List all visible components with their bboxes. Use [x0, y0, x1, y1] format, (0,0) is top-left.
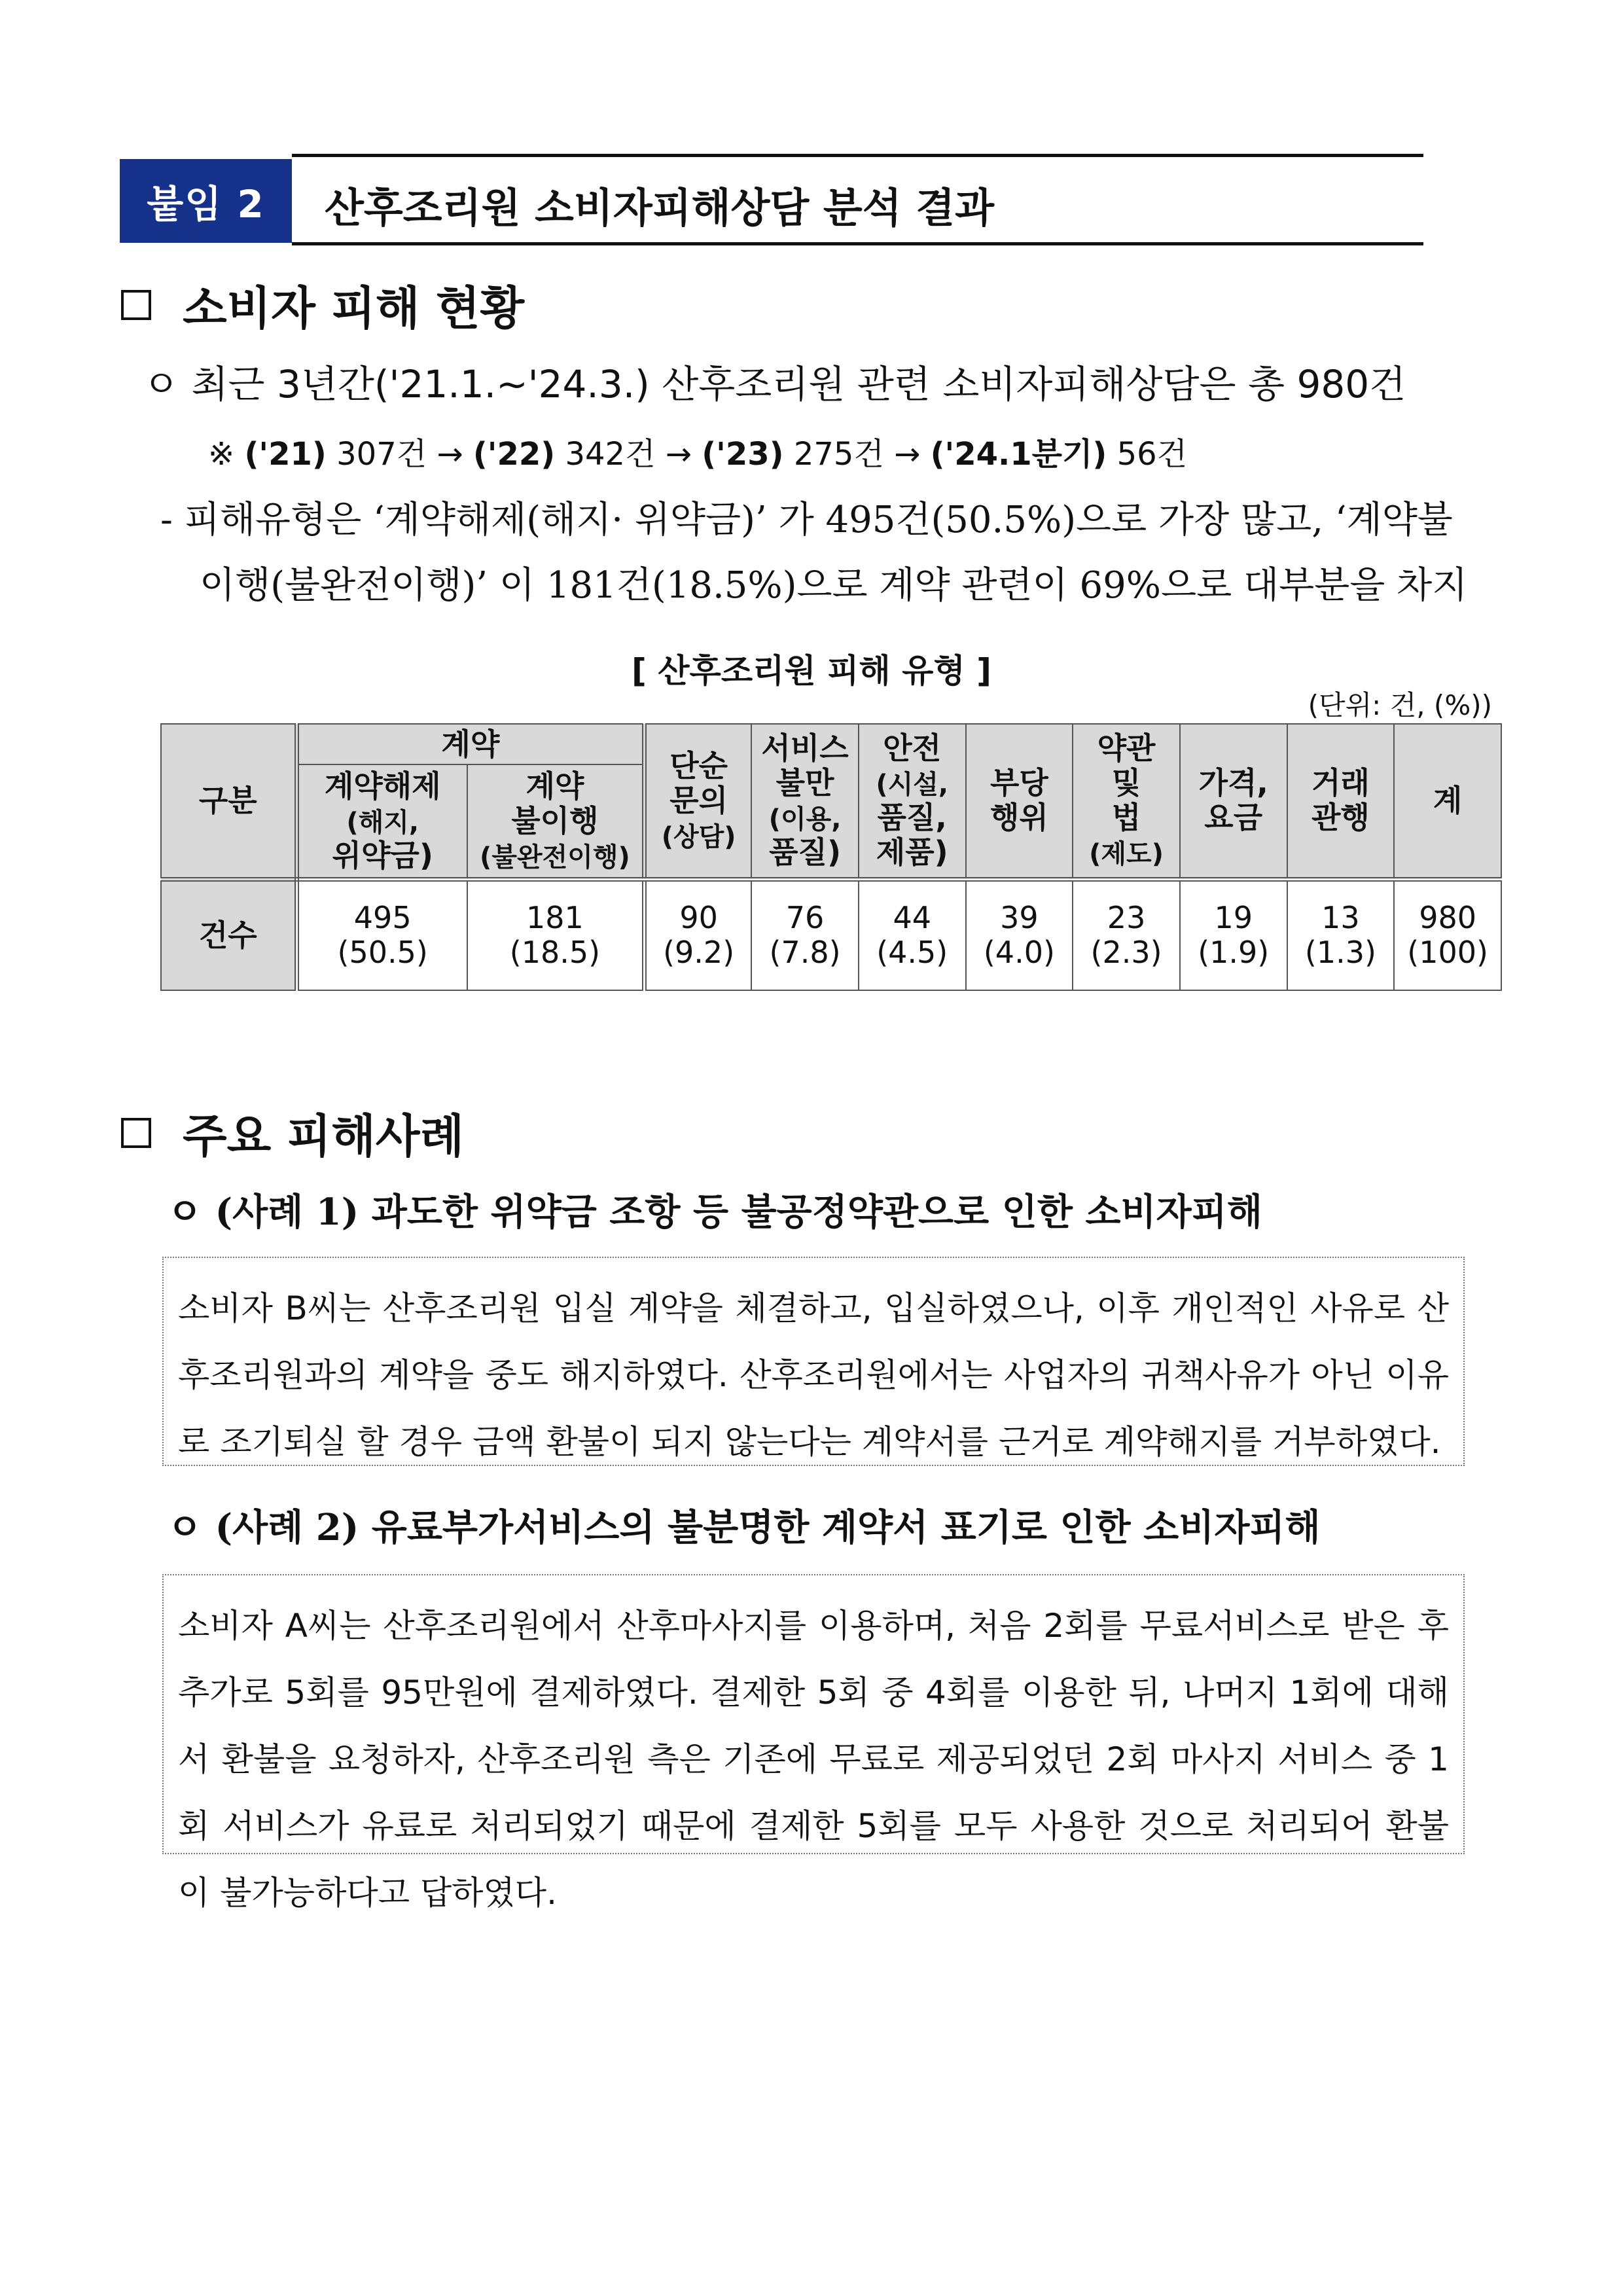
- header-text-line: 계약: [526, 768, 584, 804]
- header-text-line: 계약해제: [324, 768, 441, 804]
- header-text-line: (해지,: [346, 807, 419, 838]
- case-2-body: 소비자 A씨는 산후조리원에서 산후마사지를 이용하며, 처음 2회를 무료서비스로 받은 후 추가로 5회를 95만원에 결제하였다. 결제한 5회 중 4회를 이용한 뒤, 나머지 1회에 대해서 환불을 요청하자, 산후조리원 측은 기존에 무료로 제공되었던 2회 마사지 서비스 중 1회 서비스가 유료로 처리되었기 때문에 결제한 5회를 모두 사용한 것으로 처리되어 환불이 불가능하다고 답하였다.: [178, 1607, 1449, 1912]
- case-1-body: 소비자 B씨는 산후조리원 입실 계약을 체결하고, 입실하였으나, 이후 개인적인 사유로 산후조리원과의 계약을 중도 해지하였다. 산후조리원에서는 사업자의 귀책사유가 아닌 이유로 조기퇴실 할 경우 금액 환불이 되지 않는다는 계약서를 근거로 계약해지를 거부하였다.: [178, 1289, 1449, 1461]
- header-text-line: 안전: [883, 730, 942, 766]
- header-text-line: 계: [1433, 782, 1463, 818]
- note-year: ('23): [702, 436, 784, 473]
- header-text-line: 부당: [990, 765, 1048, 801]
- count-cell: 13 (1.3): [1287, 879, 1395, 990]
- checkbox-square-icon: [121, 290, 151, 320]
- section-heading-status: [121, 272, 524, 338]
- document-header: [120, 154, 1423, 244]
- header-text-line: (시설,: [876, 770, 949, 800]
- arrow-icon: →: [655, 436, 702, 473]
- header-text-line: 관행: [1311, 800, 1370, 836]
- count-cell: 76 (7.8): [751, 879, 859, 990]
- damage-type-line-1: - 피해유형은 ‘계약해제(해지· 위약금)’ 가 495건(50.5%)으로 가장 많고, ‘계약불: [160, 499, 1453, 541]
- section-title: 주요 피해사례: [183, 1109, 465, 1163]
- header-text-line: 품질): [769, 834, 841, 870]
- header-text-line: 단순: [669, 747, 728, 783]
- checkbox-square-icon: [121, 1118, 151, 1148]
- yearly-note: [208, 429, 1187, 474]
- header-text-line: 품질,: [877, 800, 947, 836]
- header-group-contract: 계약: [296, 724, 644, 764]
- arrow-icon: →: [427, 436, 473, 473]
- note-value: 275건: [783, 436, 884, 473]
- count-cell: 23 (2.3): [1073, 879, 1180, 990]
- header-cell: [751, 724, 859, 879]
- note-value: 56건: [1107, 436, 1188, 473]
- damage-type-line-2: 이행(불완전이행)’ 이 181건(18.5%)으로 계약 관련이 69%으로 대부분을 차지: [200, 564, 1468, 607]
- note-year: ('24.1분기): [930, 436, 1107, 473]
- header-text-line: 법: [1111, 800, 1141, 836]
- document-title: 산후조리원 소비자피해상담 분석 결과: [325, 184, 995, 232]
- header-cell: [1287, 724, 1395, 879]
- header-text-line: 서비스: [761, 730, 849, 766]
- header-text-line: 불만: [776, 765, 834, 801]
- header-text-line: 행위: [990, 800, 1048, 836]
- note-value: 342건: [555, 436, 656, 473]
- count-cell: 19 (1.9): [1180, 879, 1287, 990]
- case-2-box: [162, 1574, 1465, 1912]
- note-mark: ※: [208, 436, 245, 473]
- header-cell: [1073, 724, 1180, 879]
- header-text-line: 가격,: [1198, 765, 1268, 801]
- arrow-icon: →: [883, 436, 931, 473]
- header-cell: [296, 764, 467, 879]
- header-text-line: 거래: [1311, 765, 1370, 801]
- header-cell: [467, 764, 645, 879]
- header-title-frame: [292, 154, 1423, 245]
- note-value: 307건: [326, 436, 427, 473]
- header-text-line: (불완전이행): [480, 842, 630, 872]
- case-1-box: [162, 1257, 1465, 1466]
- count-cell: 495 (50.5): [296, 879, 467, 990]
- count-cell: 39 (4.0): [966, 879, 1073, 990]
- section-title: 소비자 피해 현황: [183, 281, 525, 335]
- summary-bullet: ㅇ 최근 3년간('21.1.~'24.3.) 산후조리원 관련 소비자피해상담은 총 980건: [143, 362, 1406, 406]
- header-text-line: 문의: [669, 782, 728, 818]
- header-text-line: 제품): [876, 834, 948, 870]
- damage-type-table: [160, 723, 1502, 991]
- header-text-line: (이용,: [768, 804, 842, 835]
- header-text-line: (제도): [1089, 839, 1164, 870]
- header-cell: [966, 724, 1073, 879]
- count-cell: 181 (18.5): [467, 879, 645, 990]
- header-cell: [645, 724, 752, 879]
- header-text-line: 위약금): [332, 837, 433, 873]
- table-title: [ 산후조리원 피해 유형 ]: [631, 652, 992, 690]
- header-text-line: 불이행: [511, 802, 599, 838]
- header-text-line: 약관: [1097, 730, 1156, 766]
- count-cell: 980 (100): [1394, 879, 1501, 990]
- header-text-line: 요금: [1204, 800, 1263, 836]
- case-1-title: ㅇ (사례 1) 과도한 위약금 조항 등 불공정약관으로 인한 소비자피해: [167, 1191, 1262, 1234]
- case-2-title: ㅇ (사례 2) 유료부가서비스의 불분명한 계약서 표기로 인한 소비자피해: [167, 1506, 1321, 1549]
- count-cell: 90 (9.2): [645, 879, 752, 990]
- row-label-count: 건수: [161, 879, 296, 990]
- section-heading-cases: [121, 1100, 464, 1166]
- count-cell: 44 (4.5): [859, 879, 966, 990]
- table-unit: (단위: 건, (%)): [1308, 689, 1492, 721]
- header-text-line: (상담): [661, 821, 736, 852]
- header-cell: [1394, 724, 1501, 879]
- header-category: 구분: [161, 724, 296, 879]
- note-year: ('21): [244, 436, 327, 473]
- header-cell: [1180, 724, 1287, 879]
- attachment-badge: 붙임 2: [120, 159, 292, 243]
- note-year: ('22): [473, 436, 556, 473]
- header-text-line: 및: [1111, 765, 1141, 801]
- header-cell: [859, 724, 966, 879]
